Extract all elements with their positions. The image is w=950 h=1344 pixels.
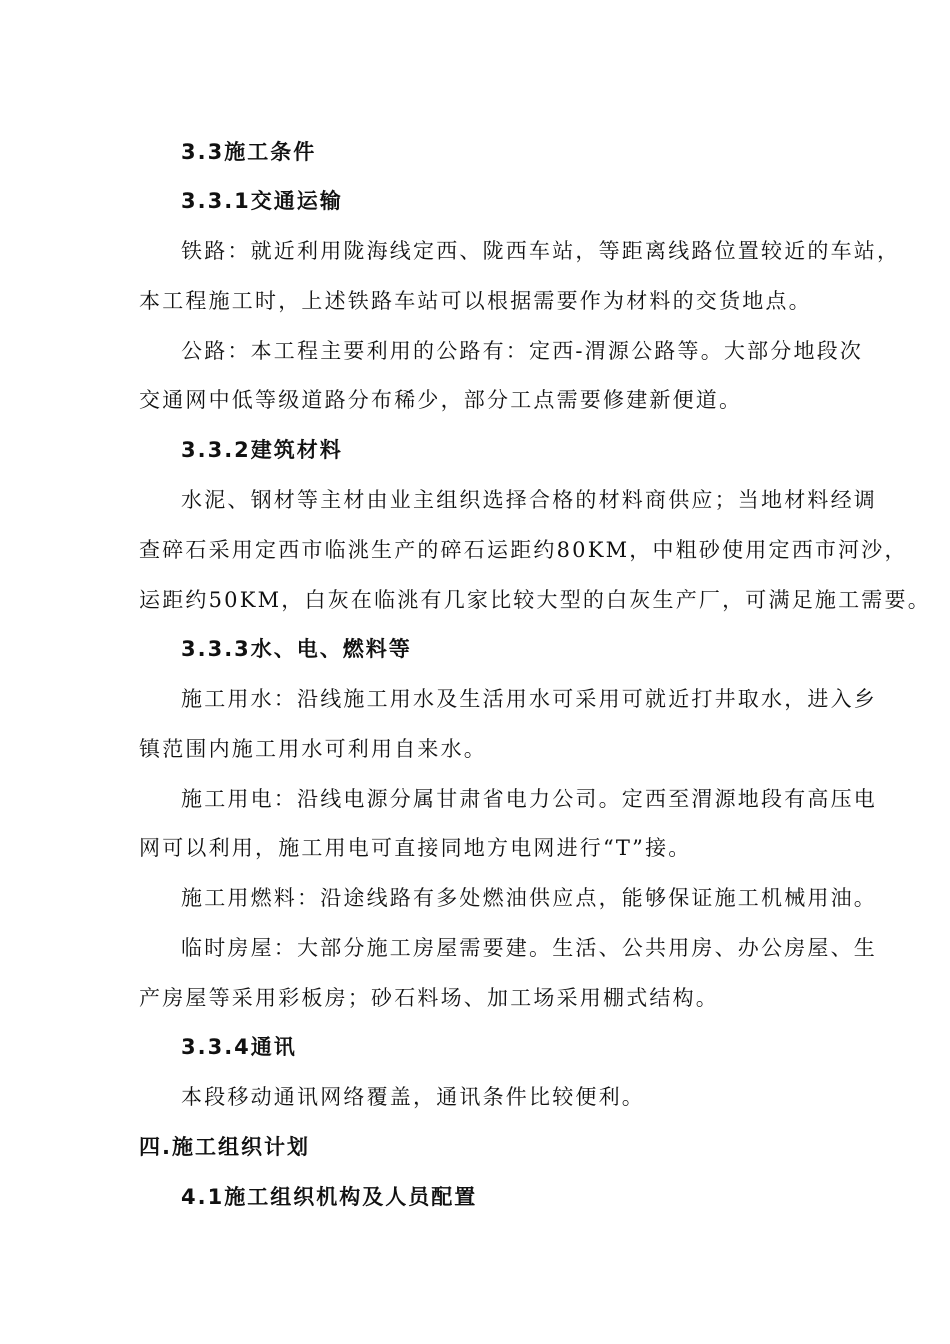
materials-paragraph-line-2: 查碎石采用定西市临洮生产的碎石运距约80KM，中粗砂使用定西市河沙， [139, 538, 908, 562]
subsection-heading-3-3-3: 3.3.3水、电、燃料等 [181, 637, 412, 661]
subsection-heading-3-3-2: 3.3.2建筑材料 [181, 438, 343, 462]
communication-paragraph-line-1: 本段移动通讯网络覆盖，通讯条件比较便利。 [181, 1085, 645, 1109]
fuel-paragraph-line-1: 施工用燃料：沿途线路有多处燃油供应点，能够保证施工机械用油。 [181, 886, 877, 910]
power-paragraph-line-2: 网可以利用，施工用电可直接同地方电网进行“T”接。 [139, 836, 692, 860]
section-heading-3-3: 3.3施工条件 [181, 140, 317, 164]
housing-paragraph-line-1: 临时房屋：大部分施工房屋需要建。生活、公共用房、办公房屋、生 [181, 936, 877, 960]
highway-paragraph-line-1: 公路：本工程主要利用的公路有：定西-渭源公路等。大部分地段次 [181, 339, 864, 363]
subsection-heading-3-3-4: 3.3.4通讯 [181, 1035, 297, 1059]
section-heading-4-1: 4.1施工组织机构及人员配置 [181, 1185, 478, 1209]
water-paragraph-line-2: 镇范围内施工用水可利用自来水。 [139, 737, 487, 761]
power-paragraph-line-1: 施工用电：沿线电源分属甘肃省电力公司。定西至渭源地段有高压电 [181, 787, 877, 811]
railway-paragraph-line-1: 铁路：就近利用陇海线定西、陇西车站，等距离线路位置较近的车站， [181, 239, 901, 263]
subsection-heading-3-3-1: 3.3.1交通运输 [181, 189, 343, 213]
water-paragraph-line-1: 施工用水：沿线施工用水及生活用水可采用可就近打井取水，进入乡 [181, 687, 877, 711]
highway-paragraph-line-2: 交通网中低等级道路分布稀少，部分工点需要修建新便道。 [139, 388, 743, 412]
railway-paragraph-line-2: 本工程施工时，上述铁路车站可以根据需要作为材料的交货地点。 [139, 289, 812, 313]
chapter-heading-4: 四.施工组织计划 [139, 1135, 310, 1159]
housing-paragraph-line-2: 产房屋等采用彩板房；砂石料场、加工场采用棚式结构。 [139, 986, 719, 1010]
materials-paragraph-line-1: 水泥、钢材等主材由业主组织选择合格的材料商供应；当地材料经调 [181, 488, 877, 512]
materials-paragraph-line-3: 运距约50KM，白灰在临洮有几家比较大型的白灰生产厂，可满足施工需要。 [139, 588, 931, 612]
